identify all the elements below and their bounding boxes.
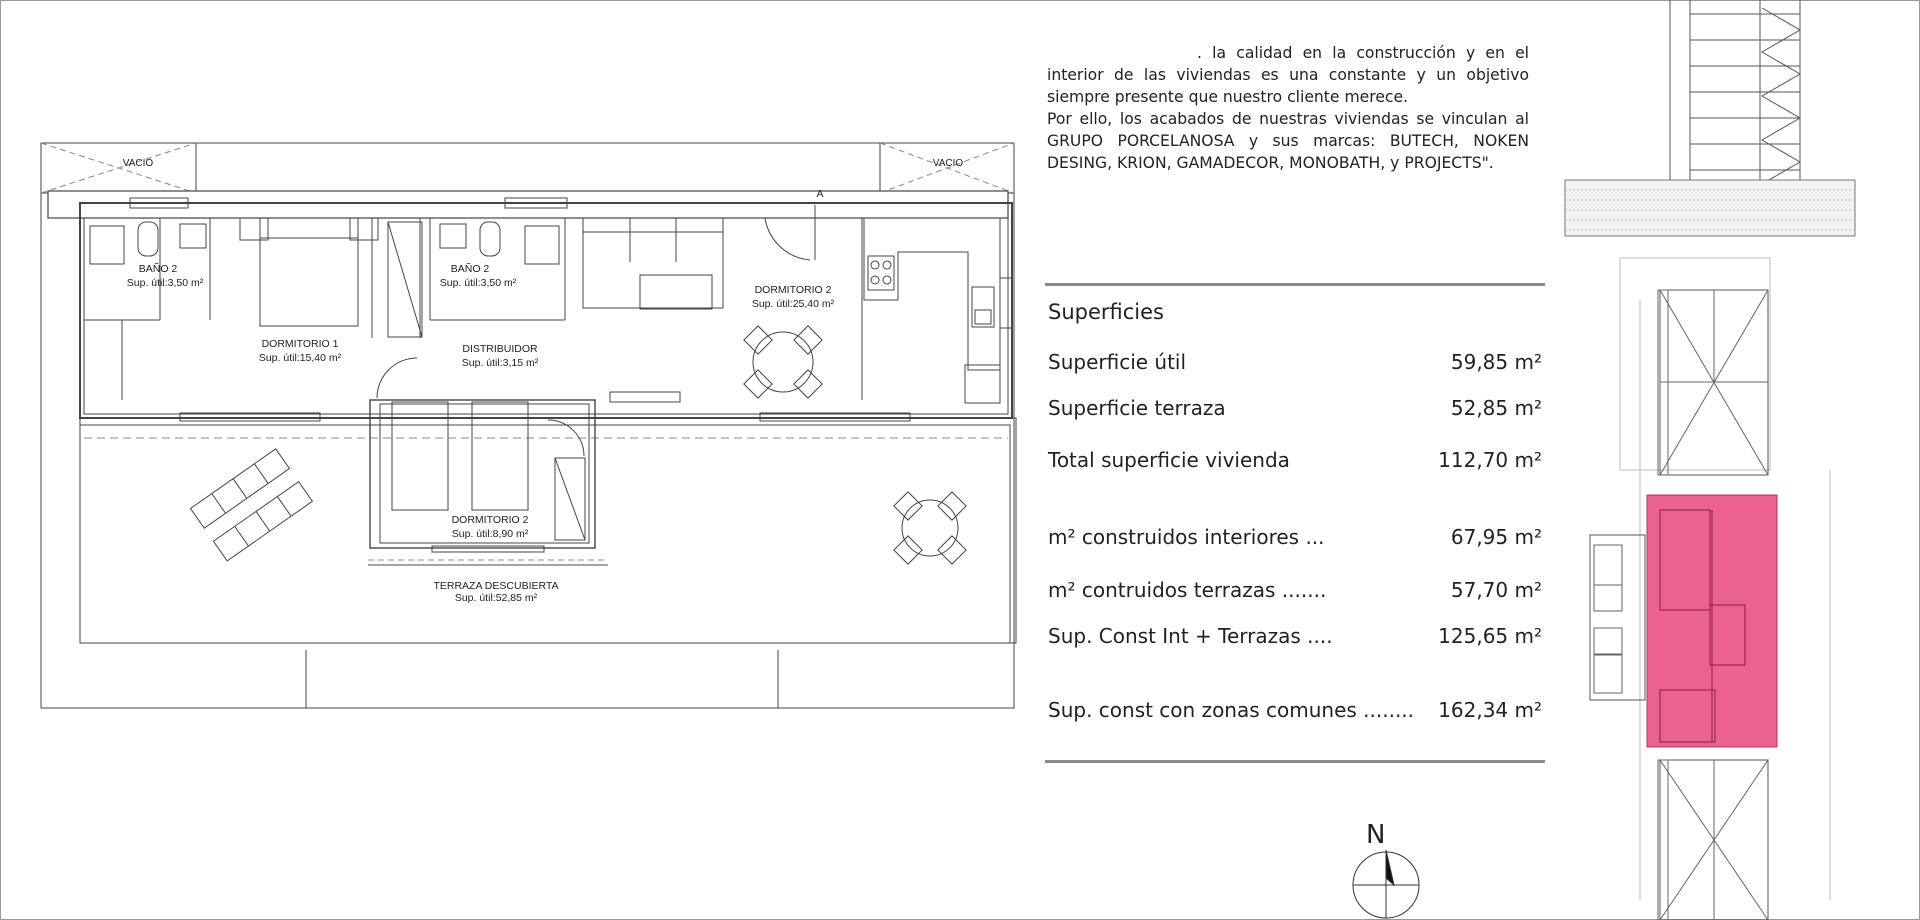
table-bottom-rule xyxy=(1045,760,1545,763)
sun-loungers xyxy=(190,449,312,561)
surface-row xyxy=(1048,698,1542,722)
surface-value: 112,70 m² xyxy=(1438,448,1542,472)
north-label: N xyxy=(1366,820,1386,850)
coffee-table xyxy=(640,275,712,309)
room-name-terraza: TERRAZA DESCUBIERTA xyxy=(433,580,559,592)
room-area-bano-b: Sup. útil:3,50 m² xyxy=(439,277,517,289)
surface-label: Superficie útil xyxy=(1048,350,1187,374)
shower-1 xyxy=(90,226,124,264)
surface-value: 162,34 m² xyxy=(1438,698,1542,722)
room-name-dormitorio-2-main: DORMITORIO 2 xyxy=(754,284,832,296)
dining-table xyxy=(753,332,813,392)
room-area-dormitorio-2-small: Sup. útil:8,90 m² xyxy=(451,528,529,540)
toilet-2 xyxy=(480,222,500,256)
surface-label: m² construidos interiores ... xyxy=(1048,525,1325,549)
sheet-border xyxy=(1,1,1920,920)
surface-row xyxy=(1048,578,1542,602)
floor-plan xyxy=(41,143,1016,708)
surface-row xyxy=(1048,396,1542,420)
surface-value: 52,85 m² xyxy=(1450,396,1542,420)
terrace-area xyxy=(80,418,1016,643)
surface-label: Sup. Const Int + Terrazas .... xyxy=(1048,624,1333,648)
room-area-distribuidor: Sup. útil:3,15 m² xyxy=(461,357,539,369)
surface-label: m² contruidos terrazas ....... xyxy=(1048,578,1327,602)
surface-row xyxy=(1048,525,1542,549)
kitchen-counter xyxy=(864,218,1000,370)
room-area-bano-a: Sup. útil:3,50 m² xyxy=(126,277,204,289)
surfaces-heading: Superficies xyxy=(1048,300,1164,324)
surface-label: Total superficie vivienda xyxy=(1048,448,1290,472)
surface-row xyxy=(1048,624,1542,648)
room-area-dormitorio-2-main: Sup. útil:25,40 m² xyxy=(751,298,835,310)
vacio-right-label: VACIO xyxy=(932,158,964,169)
surface-label: Sup. const con zonas comunes ........ xyxy=(1048,698,1415,722)
room-area-dormitorio-1: Sup. útil:15,40 m² xyxy=(258,352,342,364)
room-area-terraza: Sup. útil:52,85 m² xyxy=(454,592,538,604)
building-elevation xyxy=(1565,0,1855,236)
intro-paragraph-2: Por ello, los acabados de nuestras viviendas se vinculan al GRUPO PORCELANOSA y sus marcas: BUTECH, NOKEN DESING, KRION, GAMADECOR, MONOBATH, y PROJECTS". xyxy=(1047,110,1529,172)
surface-row xyxy=(1048,350,1542,374)
table-top-rule xyxy=(1045,283,1545,286)
room-name-distribuidor: DISTRIBUIDOR xyxy=(462,343,538,355)
washbasin-2 xyxy=(440,224,466,248)
vacio-left-label: VACIO xyxy=(122,158,154,169)
terrace-table xyxy=(902,500,958,556)
room-name-dormitorio-2-small: DORMITORIO 2 xyxy=(451,514,529,526)
surface-value: 59,85 m² xyxy=(1450,350,1542,374)
surface-value: 125,65 m² xyxy=(1438,624,1542,648)
ground-hatch xyxy=(1565,180,1855,236)
surface-value: 57,70 m² xyxy=(1450,578,1542,602)
section-marker: A xyxy=(816,188,824,200)
intro-paragraph-1: . la calidad en la construcción y en el interior de las viviendas es una constante y un objetivo siempre presente que nuestro cliente merece. xyxy=(1047,44,1529,106)
room-name-dormitorio-1: DORMITORIO 1 xyxy=(261,338,339,350)
surface-row xyxy=(1048,448,1542,472)
surface-value: 67,95 m² xyxy=(1450,525,1542,549)
washbasin-1 xyxy=(180,224,206,248)
toilet-1 xyxy=(138,222,158,256)
quality-description xyxy=(1047,42,1529,174)
apartment-walls xyxy=(80,203,1012,418)
bed-double xyxy=(260,218,358,326)
shower-2 xyxy=(525,226,559,264)
room-name-bano-a: BAÑO 2 xyxy=(138,263,178,275)
north-arrow xyxy=(1353,850,1419,918)
room-name-bano-b: BAÑO 2 xyxy=(450,263,490,275)
surface-label: Superficie terraza xyxy=(1048,396,1226,420)
